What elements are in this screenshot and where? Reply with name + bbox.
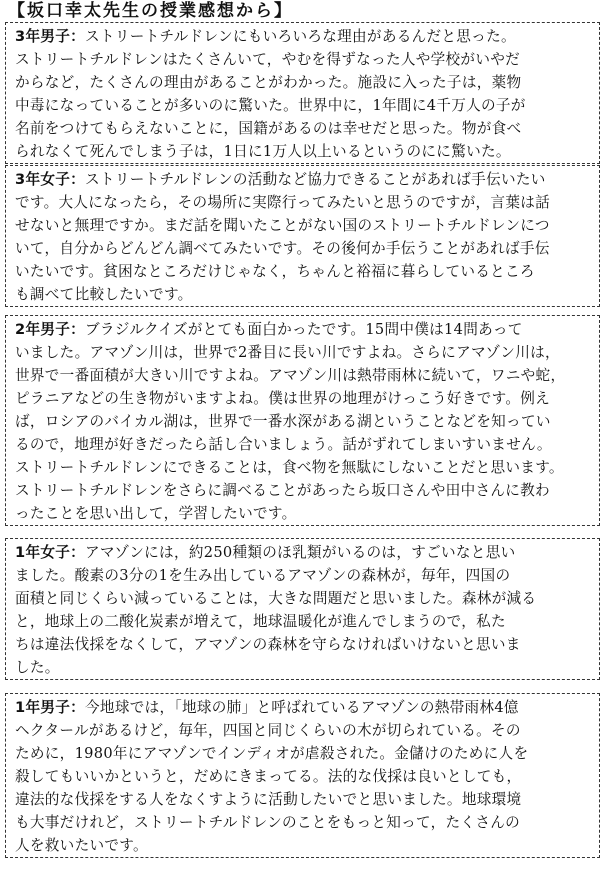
comment-box-grade3-boy — [5, 22, 600, 164]
comment-line: 1年男子：今地球では，「地球の肺」と呼ばれているアマゾンの熱帯雨林4億 — [15, 699, 519, 716]
comment-box-grade2-boy — [5, 315, 600, 526]
comment-box-grade3-girl — [5, 165, 600, 307]
comment-line: 殺してもいいかというと，だめにきまってる。法的な伐採は良いとしても， — [15, 768, 522, 785]
comment-line: いました。アマゾン川は，世界で2番目に長い川ですよね。さらにアマゾン川は， — [15, 344, 560, 361]
comment-line: 2年男子：ブラジルクイズがとても面白かったです。15問中僕は14問あって — [15, 321, 523, 338]
comment-line: からなど，たくさんの理由があることがわかった。施設に入った子は，薬物 — [15, 74, 522, 91]
comment-line: ば，ロシアのバイカル湖は，世界で一番水深がある湖ということなどを知ってい — [15, 413, 551, 430]
speaker-label: 1年男子： — [15, 699, 86, 716]
comment-line: 人を救いたいです。 — [15, 837, 148, 854]
comment-line: ちは違法伐採をなくして，アマゾンの森林を守らなければいけないと思いま — [15, 636, 521, 653]
comment-line: 世界で一番面積が大きい川ですよね。アマゾン川は熱帯雨林に続いて，ワニや蛇， — [15, 367, 566, 384]
comment-line: せないと無理ですか。まだ話を聞いたことがない国のストリートチルドレンにつ — [15, 217, 550, 234]
comment-line: ヘクタールがあるけど，毎年，四国と同じくらいの木が切られている。その — [15, 722, 521, 739]
comment-line: も大事だけれど，ストリートチルドレンのことをもっと知って，たくさんの — [15, 814, 521, 831]
speaker-label: 3年女子： — [15, 171, 86, 188]
comment-line: ために，1980年にアマゾンでインディオが虐殺された。金儲けのために人を — [15, 745, 529, 762]
speaker-label: 2年男子： — [15, 321, 86, 338]
comment-box-grade1-girl — [5, 538, 600, 680]
comment-line: と，地球上の二酸化炭素が増えて，地球温暖化が進んでしまうので，私た — [15, 613, 506, 630]
comment-line: いて，自分からどんどん調べてみたいです。その後何か手伝うことがあれば手伝 — [15, 240, 550, 257]
comment-line: 3年女子：ストリートチルドレンの活動など協力できることがあれば手伝いたい — [15, 171, 546, 188]
comment-line: ストリートチルドレンをさらに調べることがあったら坂口さんや田中さんに教わ — [15, 482, 550, 499]
comment-line: した。 — [15, 659, 60, 676]
comment-line: られなくて死んでしまう子は，1日に1万人以上いるというのにに驚いた。 — [15, 143, 511, 160]
comment-line: 名前をつけてもらえないことに，国籍があるのは幸せだと思った。物が食べ — [15, 120, 522, 137]
comment-line: ストリートチルドレンはたくさんいて，やむを得ずなった人や学校がいやだ — [15, 51, 521, 68]
speaker-label: 3年男子： — [15, 28, 86, 45]
comment-line: 中毒になっていることが多いのに驚いた。世界中に，1年間に4千万人の子が — [15, 97, 526, 114]
comment-line: 違法的な伐採をする人をなくすように活動したいでと思いました。地球環境 — [15, 791, 522, 808]
comment-box-grade1-boy — [5, 693, 600, 858]
comment-line: です。大人になったら，その場所に実際行ってみたいと思うのですが，言葉は話 — [15, 194, 551, 211]
comment-line: ったことを思い出して，学習したいです。 — [15, 505, 297, 522]
comment-line: るので，地理が好きだったら話し合いましょう。話がずれてしまいすいません。 — [15, 436, 552, 453]
page-title: 【坂口幸太先生の授業感想から】 — [8, 1, 293, 21]
comment-line: 1年女子：アマゾンには，約250種類のほ乳類がいるのは，すごいなと思い — [15, 544, 516, 561]
comment-line: いたいです。貧困なところだけじゃなく，ちゃんと裕福に暮らしているところ — [15, 263, 535, 280]
comment-line: ピラニアなどの生き物がいますよね。僕は世界の地理がけっこう好きです。例え — [15, 390, 551, 407]
comment-line: ストリートチルドレンにできることは，食べ物を無駄にしないことだと思います。 — [15, 459, 564, 476]
comment-line: も調べて比較したいです。 — [15, 286, 193, 303]
comment-line: ました。酸素の3分の1を生み出しているアマゾンの森林が，毎年，四国の — [15, 567, 511, 584]
speaker-label: 1年女子： — [15, 544, 86, 561]
comment-line: 面積と同じくらい減っていることは，大きな問題だと思いました。森林が減る — [15, 590, 537, 607]
comment-line: 3年男子：ストリートチルドレンにもいろいろな理由があるんだと思った。 — [15, 28, 516, 45]
